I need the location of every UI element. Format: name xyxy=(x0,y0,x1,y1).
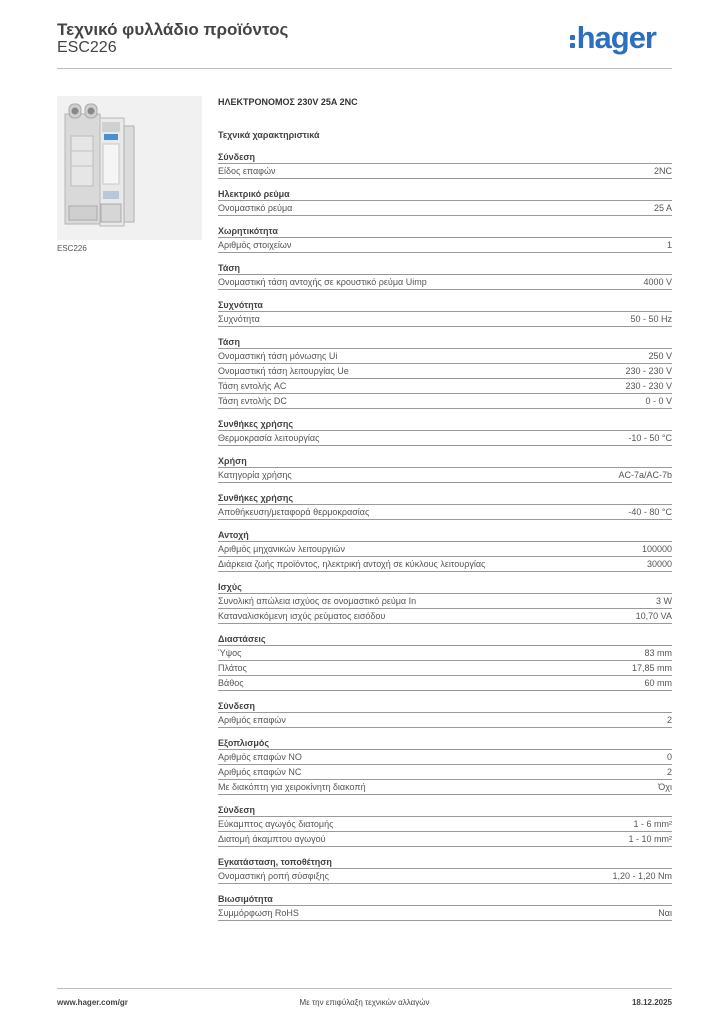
spec-value: 30000 xyxy=(646,559,672,569)
spec-row xyxy=(218,676,672,691)
spec-value: 250 V xyxy=(648,351,672,361)
spec-section xyxy=(218,856,672,884)
hager-logo xyxy=(570,18,656,58)
spec-value: 0 xyxy=(666,752,672,762)
spec-row xyxy=(218,765,672,780)
logo-wordmark: hager xyxy=(576,20,656,55)
spec-value: -40 - 80 °C xyxy=(628,507,672,517)
spec-row xyxy=(218,312,672,327)
spec-value: 10,70 VA xyxy=(635,611,672,621)
product-code: ESC226 xyxy=(57,39,117,56)
spec-label: Ονομαστική τάση μόνωσης Ui xyxy=(218,351,338,361)
spec-label: Διάρκεια ζωής προϊόντος, ηλεκτρική αντοχή σε κύκλους λειτουργίας xyxy=(218,559,486,569)
spec-section-title: Εγκατάσταση, τοποθέτηση xyxy=(218,856,672,869)
spec-section-title: Χωρητικότητα xyxy=(218,225,672,238)
spec-label: Αριθμός επαφών NC xyxy=(218,767,302,777)
spec-row xyxy=(218,364,672,379)
spec-label: Συνολική απώλεια ισχύος σε ονομαστικό ρεύμα In xyxy=(218,596,417,606)
spec-label: Ονομαστική τάση αντοχής σε κρουστικό ρεύμα Uimp xyxy=(218,277,427,287)
spec-value: 1 - 6 mm² xyxy=(633,819,672,829)
spec-value: 50 - 50 Hz xyxy=(630,314,672,324)
spec-section-title: Σύνδεση xyxy=(218,804,672,817)
spec-label: Με διακόπτη για χειροκίνητη διακοπή xyxy=(218,782,366,792)
spec-section-title: Συχνότητα xyxy=(218,299,672,312)
spec-label: Πλάτος xyxy=(218,663,247,673)
spec-row xyxy=(218,906,672,921)
spec-row xyxy=(218,164,672,179)
spec-section xyxy=(218,492,672,520)
specifications-table xyxy=(218,150,672,930)
spec-value: 0 - 0 V xyxy=(645,396,672,406)
spec-section-title: Σύνδεση xyxy=(218,700,672,713)
spec-label: Διατομή άκαμπτου αγωγού xyxy=(218,834,326,844)
page-title: Τεχνικό φυλλάδιο προϊόντος xyxy=(57,20,289,39)
footer-divider xyxy=(57,988,672,989)
contactor-illustration-icon xyxy=(57,96,202,240)
spec-section xyxy=(218,188,672,216)
spec-row xyxy=(218,661,672,676)
spec-label: Κατηγορία χρήσης xyxy=(218,470,292,480)
spec-section xyxy=(218,262,672,290)
spec-section xyxy=(218,418,672,446)
spec-label: Συμμόρφωση RoHS xyxy=(218,908,299,918)
spec-row xyxy=(218,379,672,394)
footer-date: 18.12.2025 xyxy=(631,998,672,1007)
spec-value: 1,20 - 1,20 Nm xyxy=(612,871,672,881)
spec-row xyxy=(218,542,672,557)
spec-section xyxy=(218,151,672,179)
spec-section xyxy=(218,581,672,624)
spec-value: 230 - 230 V xyxy=(625,366,672,376)
spec-value: 60 mm xyxy=(644,678,672,688)
spec-value: 2 xyxy=(666,767,672,777)
spec-label: Αριθμός επαφών NO xyxy=(218,752,302,762)
spec-section xyxy=(218,804,672,847)
spec-section-title: Αντοχή xyxy=(218,529,672,542)
spec-row xyxy=(218,750,672,765)
spec-section-title: Ηλεκτρικό ρεύμα xyxy=(218,188,672,201)
spec-section xyxy=(218,299,672,327)
spec-label: Αριθμός μηχανικών λειτουργιών xyxy=(218,544,345,554)
spec-value: 4000 V xyxy=(643,277,672,287)
spec-row xyxy=(218,869,672,884)
spec-label: Αριθμός επαφών xyxy=(218,715,286,725)
spec-section-title: Βιωσιμότητα xyxy=(218,893,672,906)
spec-section-title: Διαστάσεις xyxy=(218,633,672,646)
spec-value: -10 - 50 °C xyxy=(628,433,672,443)
spec-row xyxy=(218,201,672,216)
spec-label: Αριθμός στοιχείων xyxy=(218,240,292,250)
spec-value: 100000 xyxy=(641,544,672,554)
technical-specs-heading: Τεχνικά χαρακτηριστικά xyxy=(218,130,320,140)
spec-label: Συχνότητα xyxy=(218,314,260,324)
spec-label: Τάση εντολής AC xyxy=(218,381,287,391)
spec-section xyxy=(218,529,672,572)
spec-label: Ύψος xyxy=(218,648,242,658)
document-header xyxy=(57,18,672,68)
spec-row xyxy=(218,468,672,483)
spec-section xyxy=(218,737,672,795)
spec-row xyxy=(218,646,672,661)
spec-row xyxy=(218,832,672,847)
header-divider xyxy=(57,68,672,69)
spec-section-title: Ισχύς xyxy=(218,581,672,594)
spec-label: Ονομαστική ροπή σύσφιξης xyxy=(218,871,329,881)
spec-value: 1 xyxy=(666,240,672,250)
spec-label: Αποθήκευση/μεταφορά θερμοκρασίας xyxy=(218,507,370,517)
spec-row xyxy=(218,780,672,795)
spec-row xyxy=(218,609,672,624)
spec-section xyxy=(218,700,672,728)
spec-value: Ναι xyxy=(658,908,672,918)
spec-row xyxy=(218,238,672,253)
spec-row xyxy=(218,817,672,832)
spec-section xyxy=(218,893,672,921)
spec-row xyxy=(218,557,672,572)
spec-value: 2NC xyxy=(653,166,672,176)
footer-disclaimer: Με την επιφύλαξη τεχνικών αλλαγών xyxy=(299,998,430,1007)
spec-section-title: Χρήση xyxy=(218,455,672,468)
spec-value: 17,85 mm xyxy=(631,663,672,673)
spec-section xyxy=(218,455,672,483)
spec-section-title: Σύνδεση xyxy=(218,151,672,164)
spec-label: Εύκαμπτος αγωγός διατομής xyxy=(218,819,334,829)
footer-website-link[interactable]: www.hager.com/gr xyxy=(57,998,128,1007)
spec-value: 83 mm xyxy=(644,648,672,658)
spec-section-title: Τάση xyxy=(218,262,672,275)
spec-section xyxy=(218,336,672,409)
logo-dots-icon xyxy=(570,35,575,48)
spec-section xyxy=(218,633,672,691)
spec-value: 230 - 230 V xyxy=(625,381,672,391)
spec-value: Όχι xyxy=(658,782,672,792)
spec-label: Βάθος xyxy=(218,678,244,688)
spec-label: Ονομαστικό ρεύμα xyxy=(218,203,293,213)
image-caption: ESC226 xyxy=(57,244,87,253)
spec-row xyxy=(218,505,672,520)
spec-section-title: Τάση xyxy=(218,336,672,349)
spec-value: AC-7a/AC-7b xyxy=(618,470,672,480)
spec-section-title: Συνθήκες χρήσης xyxy=(218,492,672,505)
spec-label: Είδος επαφών xyxy=(218,166,276,176)
spec-value: 3 W xyxy=(655,596,672,606)
product-image xyxy=(57,96,202,240)
spec-section-title: Εξοπλισμός xyxy=(218,737,672,750)
spec-row xyxy=(218,349,672,364)
spec-section xyxy=(218,225,672,253)
spec-row xyxy=(218,431,672,446)
spec-section-title: Συνθήκες χρήσης xyxy=(218,418,672,431)
spec-row xyxy=(218,713,672,728)
spec-value: 2 xyxy=(666,715,672,725)
spec-row xyxy=(218,594,672,609)
spec-row xyxy=(218,394,672,409)
spec-label: Θερμοκρασία λειτουργίας xyxy=(218,433,320,443)
spec-value: 1 - 10 mm² xyxy=(628,834,672,844)
product-name: ΗΛΕΚΤΡΟΝΟΜΟΣ 230V 25A 2NC xyxy=(218,97,358,107)
spec-label: Ονομαστική τάση λειτουργίας Ue xyxy=(218,366,349,376)
spec-row xyxy=(218,275,672,290)
spec-value: 25 A xyxy=(653,203,672,213)
spec-label: Τάση εντολής DC xyxy=(218,396,287,406)
spec-label: Καταναλισκόμενη ισχύς ρεύματος εισόδου xyxy=(218,611,386,621)
